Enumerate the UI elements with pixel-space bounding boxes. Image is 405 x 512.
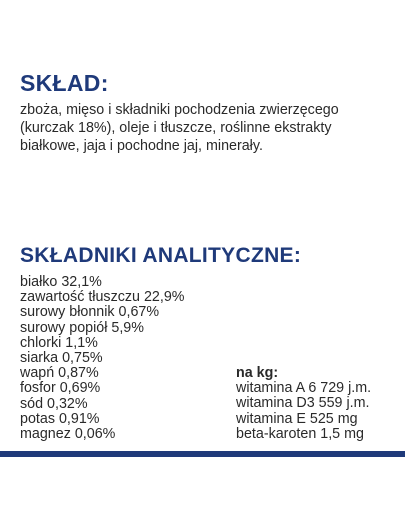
analytical-item: magnez 0,06% <box>20 426 116 443</box>
analytical-item: sód 0,32% <box>20 395 88 412</box>
composition-line: (kurczak 18%), oleje i tłuszcze, roślinne ekstrakty <box>20 120 332 136</box>
analytical-item: potas 0,91% <box>20 410 100 427</box>
analytical-item: fosfor 0,69% <box>20 380 101 397</box>
per-kg-label: na kg: <box>236 365 279 381</box>
per-kg-item: witamina E 525 mg <box>236 410 358 427</box>
bottom-divider-bar <box>0 451 405 457</box>
per-kg-item: beta-karoten 1,5 mg <box>236 425 364 442</box>
analytical-item: surowy popiół 5,9% <box>20 319 144 336</box>
per-kg-item: witamina A 6 729 j.m. <box>236 380 372 397</box>
analytical-constituents-list <box>20 275 184 442</box>
analytical-item: surowy błonnik 0,67% <box>20 304 160 321</box>
composition-heading: SKŁAD: <box>20 70 109 96</box>
composition-line: zboża, mięso i składniki pochodzenia zwierzęcego <box>20 102 339 118</box>
composition-line: białkowe, jaja i pochodne jaj, minerały. <box>20 138 263 154</box>
analytical-item: białko 32,1% <box>20 274 102 290</box>
analytical-constituents-heading: SKŁADNIKI ANALITYCZNE: <box>20 244 302 267</box>
composition-text <box>20 101 395 155</box>
per-kg-item: witamina D3 559 j.m. <box>236 395 370 412</box>
per-kg-block <box>236 366 371 442</box>
analytical-item: chlorki 1,1% <box>20 334 98 351</box>
analytical-item: zawartość tłuszczu 22,9% <box>20 289 185 306</box>
analytical-item: wapń 0,87% <box>20 365 99 382</box>
per-kg-list <box>236 381 371 442</box>
analytical-item: siarka 0,75% <box>20 350 103 367</box>
